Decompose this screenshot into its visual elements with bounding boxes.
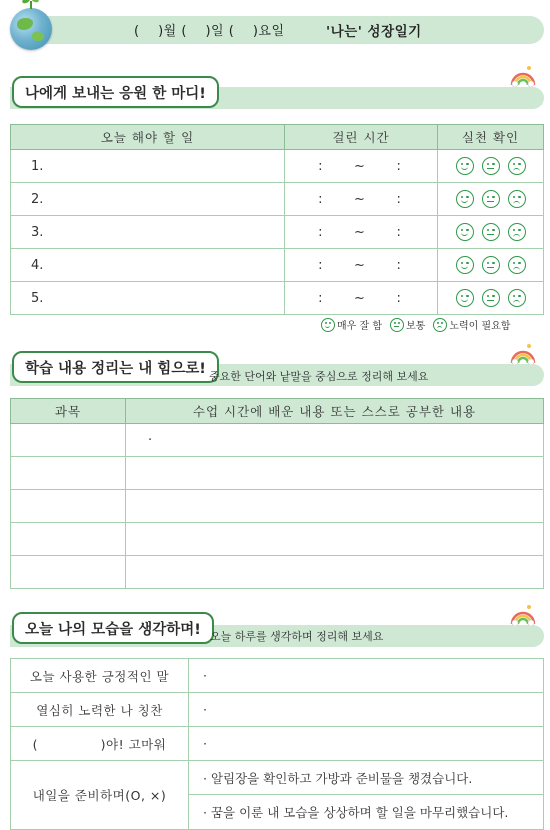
legend-normal: 보통 [406,321,426,332]
column-header-task: 오늘 해야 할 일 [11,125,285,150]
task-table [10,124,544,315]
rainbow-icon [509,65,537,87]
table-row [11,249,544,282]
normal-face-icon[interactable] [482,256,500,274]
section-title-cheer: 나에게 보내는 응원 한 마디! [12,76,219,108]
thanks-label[interactable]: ( )야! 고마워 [11,727,189,761]
prepare-item-notice[interactable]: · 알림장을 확인하고 가방과 준비물을 챙겼습니다. [189,761,543,795]
check-cell [438,150,544,183]
task-cell[interactable]: 2. [11,183,285,216]
time-cell[interactable]: : ~ : [285,282,438,315]
subject-cell[interactable] [11,523,126,556]
positive-words-field[interactable]: · [189,659,544,693]
time-cell[interactable]: : ~ : [285,216,438,249]
check-cell [438,216,544,249]
rainbow-icon [509,604,537,626]
normal-face-icon[interactable] [482,289,500,307]
task-cell[interactable]: 3. [11,216,285,249]
happy-face-icon[interactable] [456,289,474,307]
diary-title: '나는' 성장일기 [326,24,422,40]
sad-face-icon[interactable] [508,190,526,208]
section-subtitle-study: 중요한 단어와 낱말을 중심으로 정리해 보세요 [209,370,429,383]
sad-face-icon [433,318,447,332]
content-cell[interactable] [126,490,544,523]
legend-very-good: 매우 잘 함 [337,321,382,332]
table-row [11,761,544,830]
check-cell [438,249,544,282]
sad-face-icon[interactable] [508,223,526,241]
task-cell[interactable]: 1. [11,150,285,183]
subject-cell[interactable] [11,490,126,523]
subject-cell[interactable] [11,556,126,589]
sad-face-icon[interactable] [508,289,526,307]
sad-face-icon[interactable] [508,256,526,274]
content-cell[interactable] [126,523,544,556]
happy-face-icon[interactable] [456,223,474,241]
time-cell[interactable]: : ~ : [285,249,438,282]
column-header-check: 실천 확인 [438,125,544,150]
time-cell[interactable]: : ~ : [285,150,438,183]
column-header-subject: 과목 [11,399,126,424]
legend-needs-effort: 노력이 필요함 [449,321,511,332]
happy-face-icon[interactable] [456,157,474,175]
column-header-time: 걸린 시간 [285,125,438,150]
self-praise-label: 열심히 노력한 나 칭찬 [11,693,189,727]
column-header-content: 수업 시간에 배운 내용 또는 스스로 공부한 내용 [126,399,544,424]
section-title-reflect: 오늘 나의 모습을 생각하며! [12,612,214,644]
happy-face-icon[interactable] [456,256,474,274]
normal-face-icon[interactable] [482,223,500,241]
table-row [11,282,544,315]
positive-words-label: 오늘 사용한 긍정적인 말 [11,659,189,693]
globe-sprout-icon [10,8,52,50]
header-bar [30,16,544,44]
table-row [11,659,544,693]
section-subtitle-reflect: 오늘 하루를 생각하며 정리해 보세요 [210,630,384,643]
rainbow-icon [509,343,537,365]
table-row [11,424,544,457]
section-title-study: 학습 내용 정리는 내 힘으로! [12,351,219,383]
table-row [11,556,544,589]
table-row [11,216,544,249]
content-cell[interactable]: · [126,424,544,457]
table-row [11,150,544,183]
check-cell [438,282,544,315]
table-row [11,490,544,523]
sad-face-icon[interactable] [508,157,526,175]
thanks-field[interactable]: · [189,727,544,761]
subject-cell[interactable] [11,457,126,490]
content-cell[interactable] [126,457,544,490]
content-cell[interactable] [126,556,544,589]
prepare-label: 내일을 준비하며(O, ×) [11,761,189,830]
reflection-table [10,658,544,830]
happy-face-icon [321,318,335,332]
check-cell [438,183,544,216]
task-cell[interactable]: 5. [11,282,285,315]
self-praise-field[interactable]: · [189,693,544,727]
table-row [11,523,544,556]
face-legend [321,317,510,332]
date-line[interactable]: ( )월 ( )일 ( )요일 [134,24,285,39]
prepare-item-dream[interactable]: · 꿈을 이룬 내 모습을 상상하며 할 일을 마무리했습니다. [203,805,509,820]
table-row [11,727,544,761]
subject-cell[interactable] [11,424,126,457]
table-row [11,693,544,727]
normal-face-icon [390,318,404,332]
table-row [11,183,544,216]
normal-face-icon[interactable] [482,190,500,208]
normal-face-icon[interactable] [482,157,500,175]
happy-face-icon[interactable] [456,190,474,208]
time-cell[interactable]: : ~ : [285,183,438,216]
prepare-cell [189,761,544,830]
task-cell[interactable]: 4. [11,249,285,282]
study-table [10,398,544,589]
table-row [11,457,544,490]
